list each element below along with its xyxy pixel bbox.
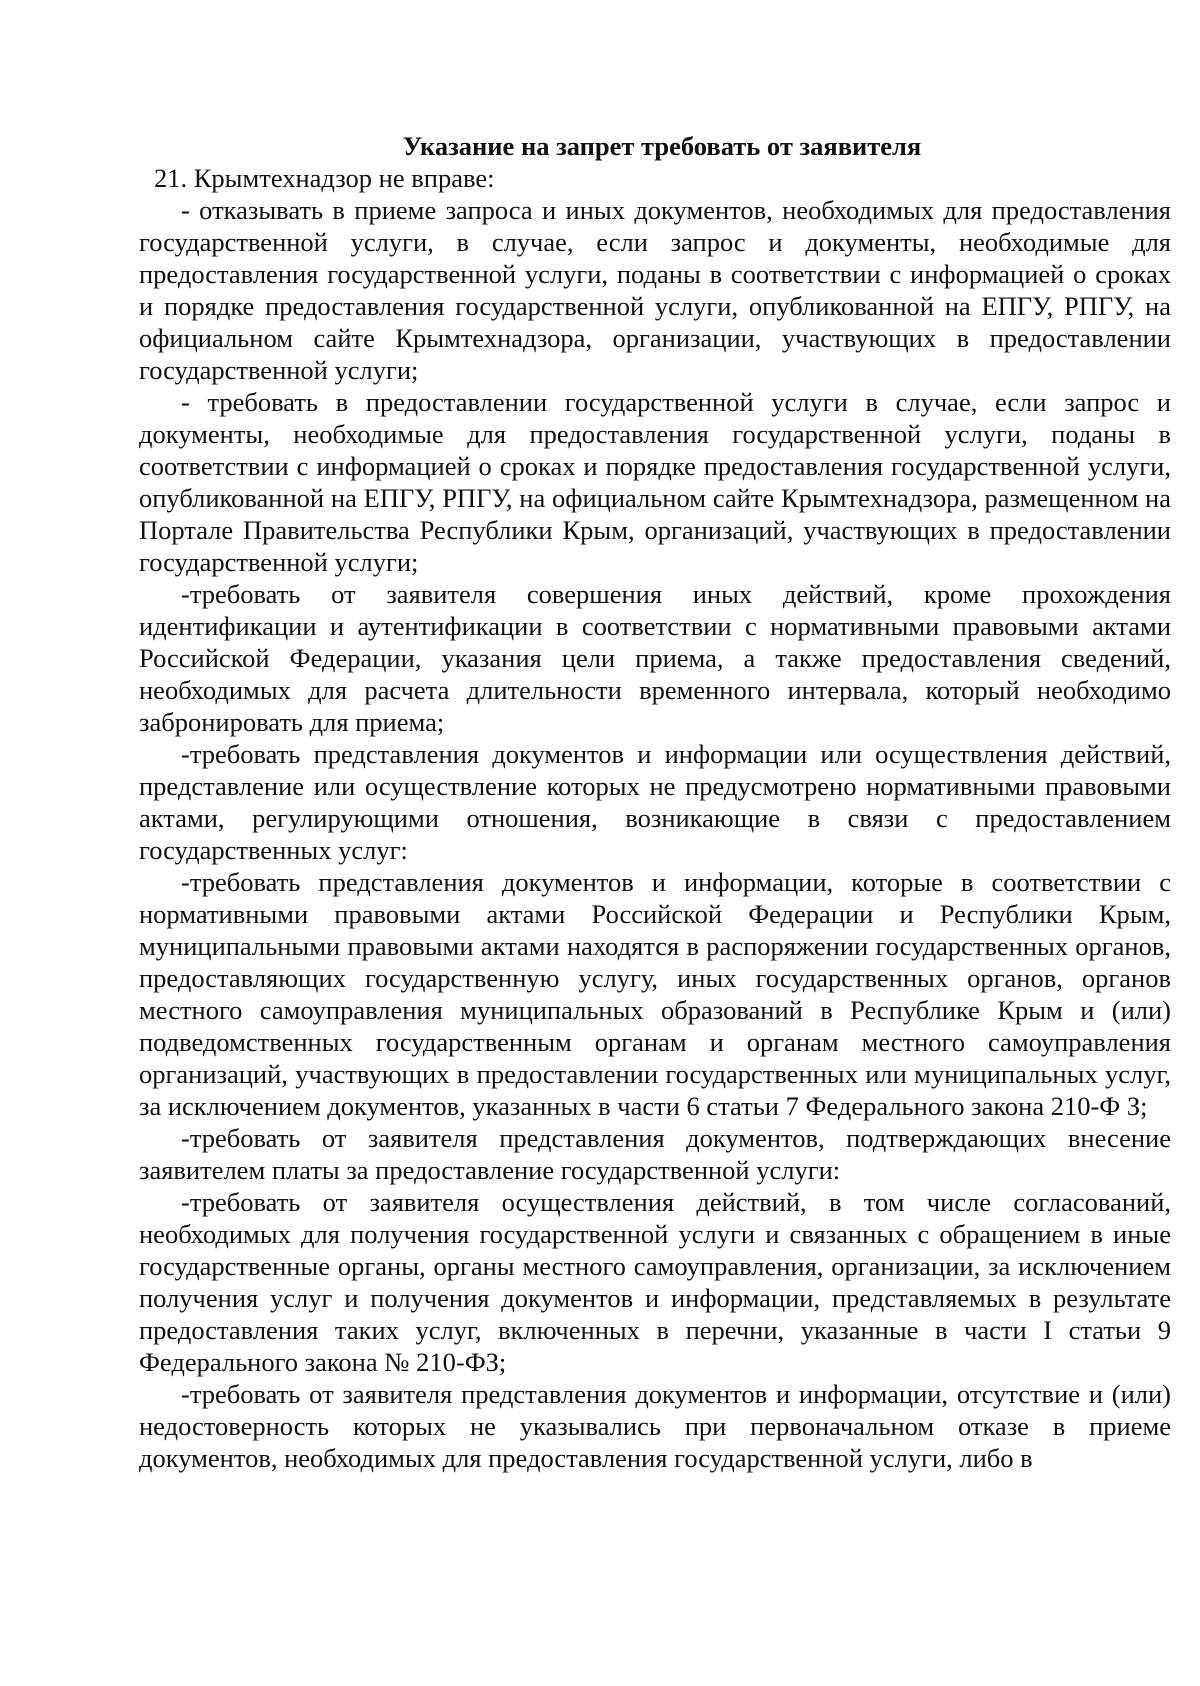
clause-intro: 21. Крымтехнадзор не вправе:	[154, 163, 495, 193]
clause-item: - требовать в предоставлении государственной услуги в случае, если запрос и документы, необходимые для предоставления государственной услуги, поданы в соответствии с информацией о сроках и порядке предоставления государственной услуги, опубликованной на ЕПГУ, РПГУ, на официальном сайте Крымтехнадзора, размещенном на Портале Правительства Республики Крым, организаций, участвующих в предоставлении государственной услуги;	[139, 387, 1171, 577]
clause-item: -требовать от заявителя осуществления действий, в том числе согласований, необходимых для получения государственной услуги и связанных с обращением в иные государственные органы, органы местного самоуправления, организации, за исключением получения услуг и получения документов и информации, представляемых в результате предоставления таких услуг, включенных в перечни, указанные в части I статьи 9 Федерального закона № 210-ФЗ;	[139, 1187, 1171, 1377]
clause-item: -требовать от заявителя представления документов и информации, отсутствие и (или) недостоверность которых не указывались при первоначальном отказе в приеме документов, необходимых для предоставления государственной услуги, либо в	[139, 1379, 1171, 1473]
clause-item: - отказывать в приеме запроса и иных документов, необходимых для предоставления государственной услуги, в случае, если запрос и документы, необходимые для предоставления государственной услуги, поданы в соответствии с информацией о сроках и порядке предоставления государственной услуги, опубликованной на ЕПГУ, РПГУ, на официальном сайте Крымтехнадзора, организации, участвующих в предоставлении государственной услуги;	[139, 195, 1171, 385]
clause-item: -требовать представления документов и информации или осуществления действий, представление или осуществление которых не предусмотрено нормативными правовыми актами, регулирующими отношения, возникающие в связи с предоставлением государственных услуг:	[139, 739, 1171, 865]
clause-item: -требовать от заявителя совершения иных действий, кроме прохождения идентификации и аутентификации в соответствии с нормативными правовыми актами Российской Федерации, указания цели приема, а также предоставления сведений, необходимых для расчета длительности временного интервала, который необходимо забронировать для приема;	[139, 579, 1171, 737]
clause-item: -требовать представления документов и информации, которые в соответствии с нормативными правовыми актами Российской Федерации и Республики Крым, муниципальными правовыми актами находятся в распоряжении государственных органов, предоставляющих государственную услугу, иных государственных органов, органов местного самоуправления муниципальных образований в Республике Крым и (или) подведомственных государственным органам и органам местного самоуправления организаций, участвующих в предоставлении государственных или муниципальных услуг, за исключением документов, указанных в части 6 статьи 7 Федерального закона 210-Ф З;	[139, 867, 1171, 1121]
document-body	[139, 130, 1171, 1474]
clause-item: -требовать от заявителя представления документов, подтверждающих внесение заявителем платы за предоставление государственной услуги:	[139, 1123, 1171, 1185]
section-title: Указание на запрет требовать от заявителя	[402, 131, 922, 161]
